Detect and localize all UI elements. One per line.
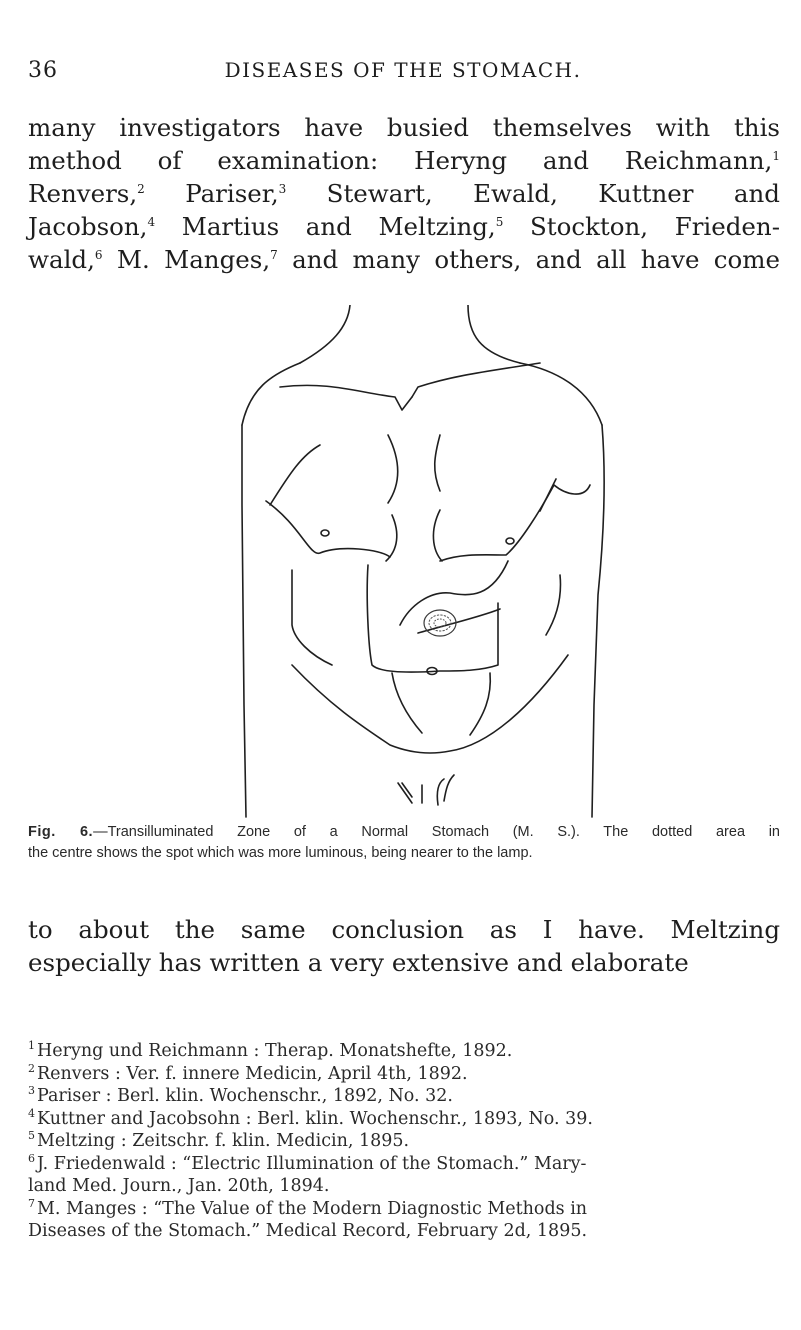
footnote-number: 4 (28, 1106, 35, 1120)
sternum-right-lower (433, 510, 442, 561)
left-shoulder-line (242, 363, 300, 425)
text-span: to about the same conclusion as I have. Meltzing (28, 915, 780, 944)
right-pectoral-line (440, 485, 590, 561)
footnote-ref: 7 (270, 247, 278, 262)
sternum-left-lower (386, 515, 397, 561)
footnote-number: 6 (28, 1151, 35, 1165)
left-body-edge (242, 425, 246, 817)
footnote-continued (28, 1175, 780, 1198)
left-armpit-line (270, 445, 320, 505)
sternum-right-line (435, 435, 440, 491)
footnote (28, 1063, 780, 1086)
footnote-text: J. Friedenwald : “Electric Illumination of the Stomach.” Mary- (37, 1153, 587, 1174)
footnote (28, 1198, 780, 1221)
footnote-continued (28, 1220, 780, 1243)
stomach-outline (367, 565, 498, 672)
right-flank-line (546, 575, 560, 635)
footnote-ref: 3 (278, 181, 287, 196)
footnote-text: M. Manges : “The Value of the Modern Diagnostic Methods in (37, 1198, 588, 1219)
footnote-number: 5 (28, 1129, 35, 1143)
footnote-number: 3 (28, 1084, 35, 1098)
figure-caption (28, 822, 780, 843)
text-span: Pariser, (144, 179, 279, 208)
abdomen-left-line (392, 673, 422, 733)
footnote (28, 1085, 780, 1108)
neck-left-line (300, 305, 350, 363)
body-line (28, 145, 780, 178)
footnote-number: 7 (28, 1196, 35, 1210)
footnote-ref: 1 (772, 148, 780, 163)
footnote-ref: 4 (147, 214, 156, 229)
footnotes (28, 1040, 780, 1243)
text-span: and many others, and all have come (277, 245, 781, 274)
body-line (28, 914, 780, 947)
footnote-text: Meltzing : Zeitschr. f. klin. Medicin, 1895. (37, 1131, 410, 1151)
text-span: Stockton, Frieden- (503, 212, 780, 241)
footnote-text: Diseases of the Stomach.” Medical Record, February 2d, 1895. (28, 1221, 588, 1241)
left-pectoral-line (266, 501, 390, 557)
left-nipple (321, 530, 329, 536)
text-span: many investigators have busied themselves with this (28, 113, 780, 142)
abdomen-right-line (470, 673, 490, 735)
text-span: especially has written a very extensive and elaborate (28, 948, 689, 977)
footnote-text: Renvers : Ver. f. innere Medicin, April 4th, 1892. (37, 1063, 468, 1084)
groin-mark-4 (437, 779, 444, 805)
footnote-text: land Med. Journ., Jan. 20th, 1894. (28, 1176, 330, 1196)
right-clavicle-line (412, 363, 540, 397)
right-shoulder-line (520, 363, 602, 425)
footnote (28, 1130, 780, 1153)
stomach-transillumination-figure (240, 305, 640, 820)
footnote-ref: 2 (137, 181, 145, 196)
figure-caption-continued: the centre shows the spot which was more luminous, being nearer to the lamp. (28, 845, 533, 861)
page-number: 36 (28, 58, 58, 83)
neck-right-line (468, 305, 520, 363)
text-span: Jacobson, (28, 212, 148, 241)
costal-margin (292, 655, 568, 753)
text-span: Stewart, Ewald, Kuttner and (286, 179, 780, 208)
stomach-upper-curve (400, 561, 508, 625)
body-line (28, 947, 780, 980)
footnote-ref: 5 (495, 214, 504, 229)
caption-text: —Transilluminated Zone of a Normal Stomach (M. S.). The dotted area in (93, 824, 780, 840)
footnote (28, 1108, 780, 1131)
running-head: DISEASES OF THE STOMACH. (224, 58, 582, 82)
body-line (28, 112, 780, 145)
footnote (28, 1153, 780, 1176)
left-flank-line (292, 570, 332, 665)
text-span: M. Manges, (102, 245, 271, 274)
body-line (28, 211, 780, 244)
footnote-ref: 6 (94, 247, 103, 262)
left-clavicle-line (280, 385, 412, 410)
text-span: Renvers, (28, 179, 138, 208)
figure-label: Fig. 6. (28, 824, 94, 840)
footnote-number: 2 (28, 1061, 35, 1075)
text-span: method of examination: Heryng and Reichmann, (28, 146, 773, 175)
torso-outline-drawing (240, 305, 640, 820)
footnote (28, 1040, 780, 1063)
sternum-left-line (388, 435, 398, 503)
groin-mark-5 (444, 775, 454, 801)
page-header (28, 58, 778, 88)
footnote-text: Heryng und Reichmann : Therap. Monatshefte, 1892. (37, 1041, 513, 1061)
text-span: wald, (28, 245, 95, 274)
luminous-spot-dots-inner (434, 619, 446, 627)
footnote-text: Pariser : Berl. klin. Wochenschr., 1892, No. 32. (37, 1086, 453, 1106)
footnote-text: Kuttner and Jacobsohn : Berl. klin. Wochenschr., 1893, No. 39. (37, 1108, 593, 1129)
footnote-number: 1 (28, 1039, 35, 1053)
right-armpit-line (540, 479, 556, 511)
right-body-edge (592, 425, 604, 817)
body-line (28, 244, 780, 277)
text-span: Martius and Meltzing, (155, 212, 496, 241)
body-line (28, 178, 780, 211)
right-nipple (506, 538, 514, 544)
